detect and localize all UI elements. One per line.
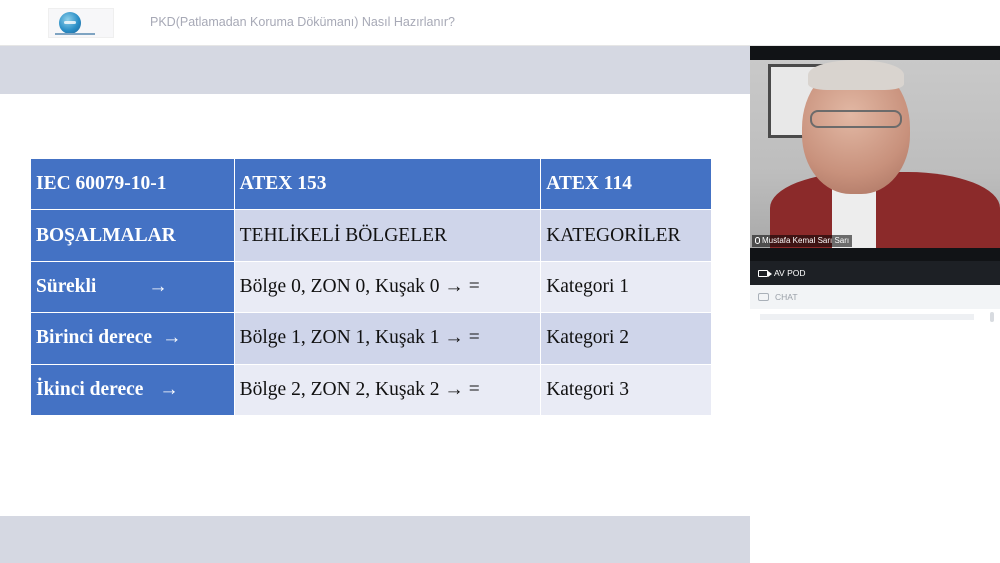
table-cell: BOŞALMALAR (31, 210, 235, 261)
arrow-icon: → (162, 327, 182, 349)
organization-logo (48, 8, 114, 38)
globe-icon (59, 12, 81, 34)
table-cell (31, 261, 235, 312)
speaker-hair (808, 60, 904, 90)
slide-top-band (0, 46, 750, 94)
table-cell: TEHLİKELİ BÖLGELER (234, 210, 541, 261)
table-cell: KATEGORİLER (541, 210, 712, 261)
table-cell: Bölge 2, ZON 2, Kuşak 2 → = (234, 364, 541, 415)
table-row (31, 364, 712, 415)
table-header-cell: ATEX 153 (234, 159, 541, 210)
slide-bottom-band (0, 516, 750, 563)
participant-name-tag (752, 235, 852, 247)
av-pod-label: AV POD (774, 268, 806, 278)
chat-header[interactable] (750, 285, 1000, 309)
presentation-title: PKD(Patlamadan Koruma Dökümanı) Nasıl Hazırlanır? (150, 15, 455, 29)
participant-name: Mustafa Kemal Sarı Sarı (762, 236, 850, 245)
arrow-icon: → (148, 275, 168, 297)
chat-message-area (760, 314, 974, 320)
chat-label: CHAT (775, 292, 798, 302)
table-header-row (31, 159, 712, 210)
speaker-glasses (810, 110, 902, 128)
table-cell: Kategori 1 (541, 261, 712, 312)
row-label: İkinci derece (36, 378, 144, 400)
webcam-feed (750, 60, 1000, 248)
camera-icon (758, 270, 768, 277)
top-header (0, 0, 1000, 46)
row-label: Sürekli (36, 275, 97, 297)
table-cell (31, 313, 235, 364)
av-pod-header[interactable] (750, 261, 1000, 285)
table-cell: Kategori 3 (541, 364, 712, 415)
arrow-icon: → (159, 378, 179, 400)
table-cell: Kategori 2 (541, 313, 712, 364)
atex-comparison-table (30, 158, 712, 416)
table-header-cell: IEC 60079-10-1 (31, 159, 235, 210)
right-side-panel (750, 46, 1000, 563)
table-cell: Bölge 0, ZON 0, Kuşak 0 → = (234, 261, 541, 312)
table-cell (31, 364, 235, 415)
video-pod[interactable] (750, 46, 1000, 261)
microphone-icon (755, 237, 760, 244)
logo-caption (55, 33, 95, 35)
table-row (31, 210, 712, 261)
table-cell: Bölge 1, ZON 1, Kuşak 1 → = (234, 313, 541, 364)
table-row (31, 313, 712, 364)
row-label: Birinci derece (36, 327, 153, 349)
chat-icon (758, 293, 769, 301)
chat-scrollbar[interactable] (990, 312, 994, 322)
table-row (31, 261, 712, 312)
slide-area (0, 46, 750, 563)
table-header-cell: ATEX 114 (541, 159, 712, 210)
